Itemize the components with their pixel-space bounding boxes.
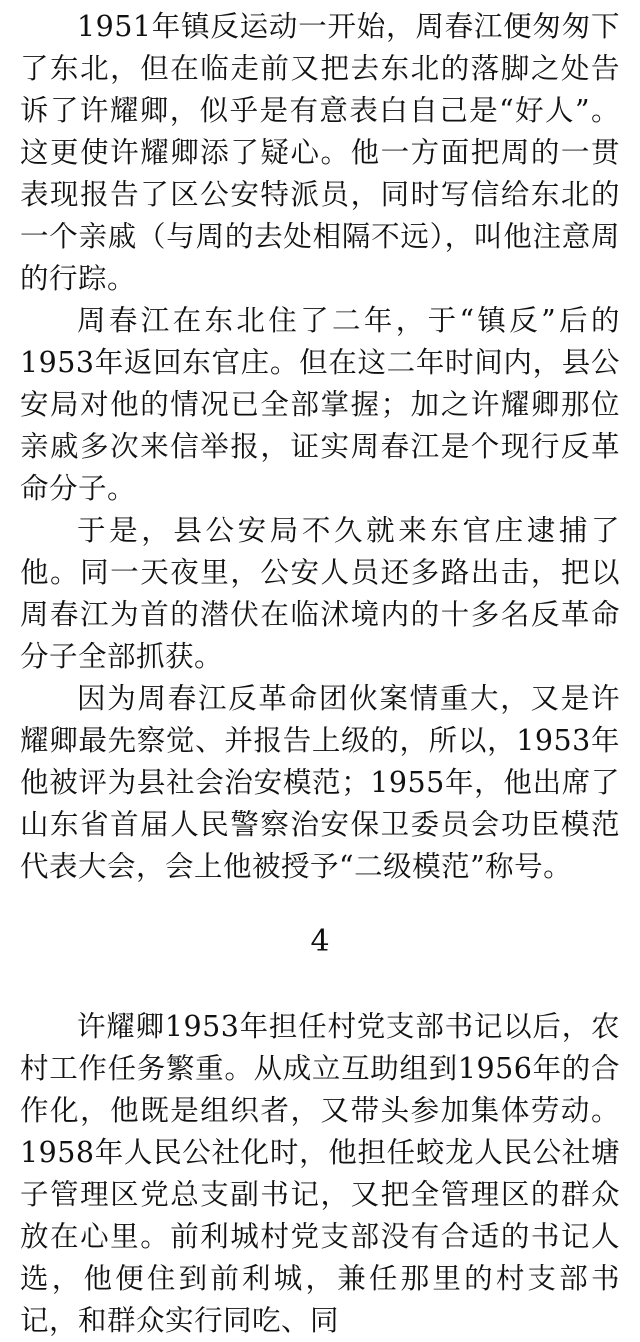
document-page bbox=[20, 6, 620, 1342]
section-number: 4 bbox=[310, 924, 330, 959]
paragraph: 许耀卿1953年担任村党支部书记以后，农村工作任务繁重。从成立互助组到1956年的合作化，他既是组织者，又带头参加集体劳动。1958年人民公社化时，他担任蛟龙人民公社塘子管理区党总支副书记，又把全管理区的群众放在心里。前利城村党支部没有合适的书记人选，他便住到前利城，兼任那里的村支部书记，和群众实行同吃、同 bbox=[20, 1010, 620, 1337]
paragraph: 于是，县公安局不久就来东官庄逮捕了他。同一天夜里，公安人员还多路出击，把以周春江为首的潜伏在临沭境内的十多名反革命分子全部抓获。 bbox=[20, 514, 620, 673]
paragraph: 周春江在东北住了二年，于“镇反”后的1953年返回东官庄。但在这二年时间内，县公安局对他的情况已全部掌握；加之许耀卿那位亲戚多次来信举报，证实周春江是个现行反革命分子。 bbox=[20, 304, 620, 505]
paragraph: 因为周春江反革命团伙案情重大，又是许耀卿最先察觉、并报告上级的，所以，1953年他被评为县社会治安模范；1955年，他出席了山东省首届人民警察治安保卫委员会功臣模范代表大会，会上他被授予“二级模范”称号。 bbox=[20, 682, 620, 883]
paragraph: 1951年镇反运动一开始，周春江便匆匆下了东北，但在临走前又把去东北的落脚之处告诉了许耀卿，似乎是有意表白自己是“好人”。这更使许耀卿添了疑心。他一方面把周的一贯表现报告了区公安特派员，同时写信给东北的一个亲戚（与周的去处相隔不远），叫他注意周的行踪。 bbox=[20, 10, 620, 295]
